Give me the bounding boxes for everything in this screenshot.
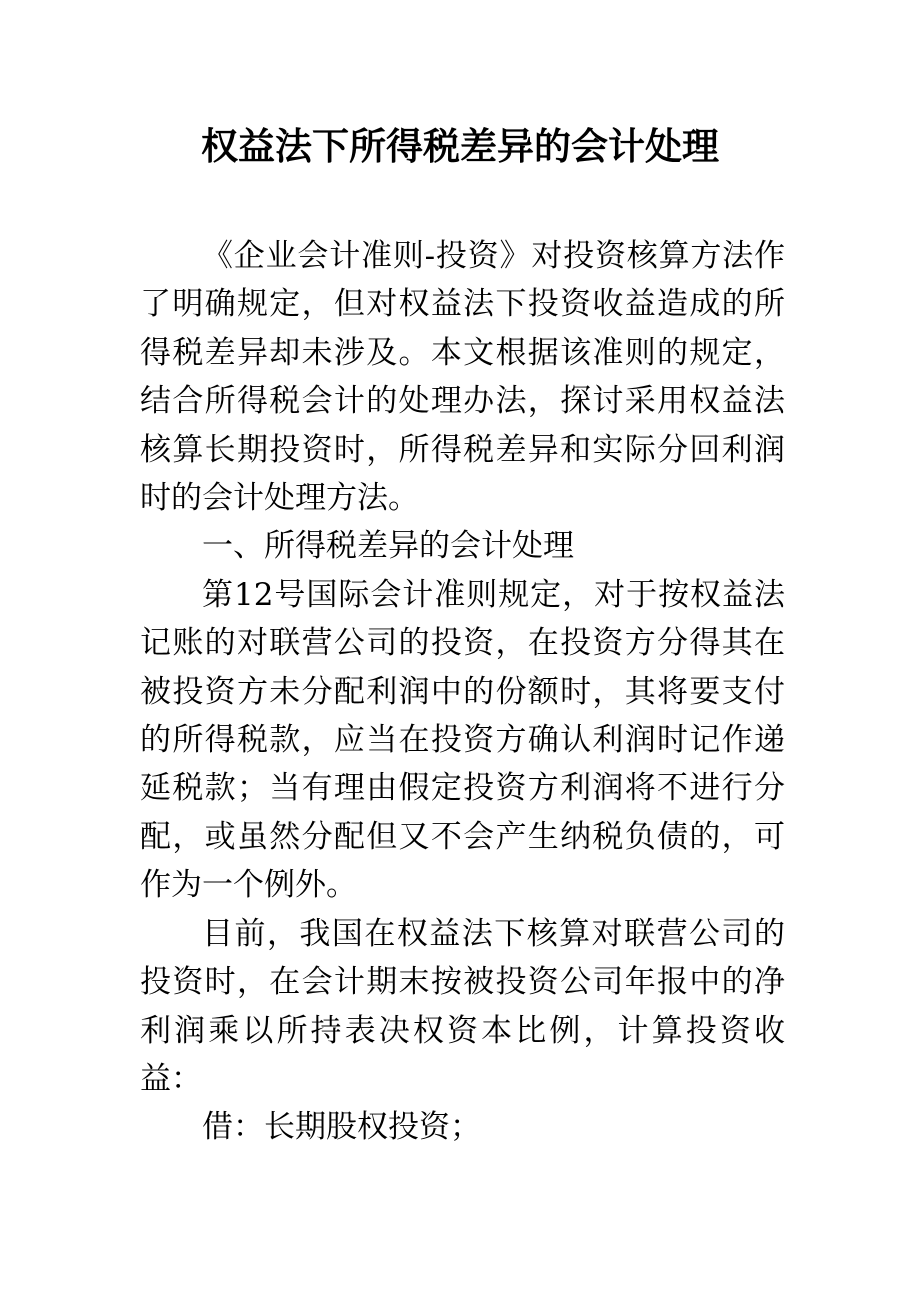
- section-heading: 一、所得税差异的会计处理: [202, 528, 574, 565]
- document-title: 权益法下所得税差异的会计处理: [201, 125, 719, 168]
- journal-entry-line: 借：长期股权投资；: [202, 1109, 481, 1146]
- intro-paragraph: 《企业会计准则-投资》对投资核算方法作了明确规定，但对权益法下投资收益造成的所得税差异却未涉及。本文根据该准则的规定，结合所得税会计的处理办法，探讨采用权益法核算长期投资时，所得税差异和实际分回利润时的会计处理方法。: [140, 238, 785, 517]
- current-practice-paragraph: 目前，我国在权益法下核算对联营公司的投资时，在会计期末按被投资公司年报中的净利润乘以所持表决权资本比例，计算投资收益：: [140, 915, 785, 1097]
- ias12-paragraph: 第12号国际会计准则规定，对于按权益法记账的对联营公司的投资，在投资方分得其在被投资方未分配利润中的份额时，其将要支付的所得税款，应当在投资方确认利润时记作递延税款；当有理由假定投资方利润将不进行分配，或虽然分配但又不会产生纳税负债的，可作为一个例外。: [140, 576, 785, 904]
- document-body: [140, 232, 785, 1152]
